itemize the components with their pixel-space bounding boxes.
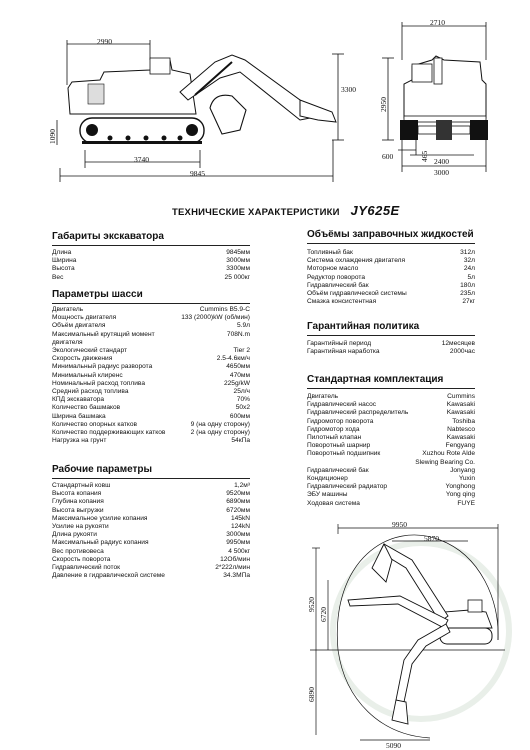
spec-label: Гидромотор поворота [307,417,374,425]
spec-value: 2*222л/мин [215,564,250,571]
spec-label: Гидромотор хода [307,425,360,433]
spec-value: Yonghong [445,483,475,491]
spec-value: 24л [463,265,475,273]
spec-value: 54кПа [231,437,250,445]
spec-value: 27кг [462,298,475,306]
spec-value: 5.9л [236,322,250,330]
spec-label: Ширина башмака [52,412,106,420]
spec-label: Высота копания [52,490,102,498]
spec-label: Ширина [52,257,77,265]
spec-label: Количество башмаков [52,404,121,412]
spec-value: 4 500кг [228,547,250,555]
dim-front-width: 2710 [430,18,445,27]
spec-value: 12месяцев [441,340,475,347]
spec-label: Кондиционер [307,475,348,482]
spec-value: 4650мм [226,363,250,371]
spec-label: Гидравлический насос [307,401,377,409]
spec-label: ЭБУ машины [307,491,348,499]
spec-label: Скорость движения [52,355,113,363]
spec-value: Cummins [447,393,475,400]
spec-label: Средний расход топлива [52,388,129,395]
spec-value: 70% [236,396,250,404]
spec-value: 6720мм [226,506,250,514]
spec-label: Нагрузка на грунт [52,437,107,445]
spec-label: Экологический стандарт [52,347,127,354]
dim-reach-h1: 9520 [307,597,316,612]
spec-label: Двигатель [307,393,339,400]
spec-value: Toshiba [452,417,475,425]
spec-label: Моторное масло [307,265,359,273]
spec-value: Jonyang [450,466,475,474]
dim-shoe-width: 600 [382,152,394,161]
spec-value: 133 (2000)kW (об/мин) [181,314,250,322]
spec-label: Топливный бак [307,249,353,256]
spec-value: 50x2 [235,404,250,412]
spec-value: 225g/kW [223,379,250,387]
spec-value: 9 (на одну сторону) [190,420,250,428]
spec-label: Пилотный клапан [307,434,362,441]
spec-value: 9520мм [226,490,250,498]
spec-label: Поворотный шарнир [307,442,371,450]
spec-label: Гарантийный период [307,340,372,347]
spec-value: 25л/ч [233,388,250,395]
spec-label: Двигатель [52,306,84,313]
spec-value: FUYE [457,499,475,507]
spec-label: Длина [52,249,72,256]
spec-label: Номинальный расход топлива [52,379,145,387]
spec-label: Мощность двигателя [52,314,117,322]
spec-label: Гидравлический радиатор [307,483,388,491]
spec-label: Минимальный клиренс [52,371,123,379]
dim-reach-bottom: 5090 [386,741,401,750]
spec-value: 34.3МПа [223,572,250,580]
dim-height: 3300 [341,85,356,94]
spec-label: Длина рукояти [52,531,97,539]
heading-kit: Стандартная комплектация [307,374,444,385]
dim-reach-depth: 6890 [307,687,316,702]
spec-value: 2000час [449,348,475,356]
spec-value: 2.5-4.6км/ч [216,355,250,363]
spec-value: 3000мм [226,531,250,539]
spec-value: Nabtesco [447,425,475,433]
spec-value: 32л [463,257,475,265]
spec-label: Усилие на рукояти [52,523,109,530]
heading-warranty: Гарантийная политика [307,321,420,332]
spec-label: Стандартный ковш [52,482,111,489]
spec-value: Kawasaki [446,434,475,441]
spec-value: 708N.m [226,330,250,338]
spec-value: 25 000кг [224,273,250,281]
spec-label: Скорость поворота [52,555,111,563]
dim-track-length: 3740 [134,155,149,164]
spec-label: Высота [52,265,75,273]
spec-value: Fengyang [445,442,475,450]
spec-value: Xuzhou Rote Alde [422,450,475,458]
spec-value: 600мм [229,412,250,420]
heading-fluids: Объёмы заправочных жидкостей [307,229,474,240]
spec-label: Максимальный радиус копания [52,539,149,547]
dim-overall-width: 3000 [434,168,449,177]
dim-reach-h2: 6720 [319,607,328,622]
spec-label: Гарантийная наработка [307,348,380,356]
spec-value: Slewing Bearing Co. [415,458,475,466]
dim-reach-top: 9950 [392,520,407,529]
spec-label: Смазка консистентная [307,298,377,306]
spec-value: Yong qing [445,491,475,499]
heading-work: Рабочие параметры [52,464,153,475]
spec-label: Минимальный радиус разворота [52,363,153,371]
dim-track-gauge: 2400 [434,157,449,166]
dim-front-height: 2950 [379,97,388,112]
spec-label: Гидравлический поток [52,564,121,571]
spec-label: Вес противовеса [52,547,104,555]
spec-value: 12Об/мин [220,555,250,563]
dim-clearance: 465 [420,150,429,162]
heading-chassis: Параметры шасси [52,289,143,300]
spec-label: Гидравлический распределитель [307,409,409,417]
heading-gabarity: Габариты экскаватора [52,231,164,242]
spec-value: Yuxin [458,475,475,482]
spec-value: Kawasaki [446,401,475,409]
spec-label: Вес [52,273,64,281]
dim-track-height: 1090 [48,129,57,144]
spec-label: Количество опорных катков [52,420,138,428]
spec-value: 3300мм [226,265,250,273]
spec-label: Количество поддерживающих катков [52,429,166,436]
spec-value: Cummins B5.9-C [199,306,250,313]
spec-value: 9950мм [226,539,250,547]
spec-label: Высота выгрузки [52,506,104,514]
spec-value: 5л [467,273,475,281]
spec-label: Система охлаждения двигателя [307,257,406,265]
spec-label: Редуктор поворота [307,273,365,281]
spec-label: КПД экскаватора [52,396,105,404]
spec-value: 6890мм [226,498,250,506]
spec-title-text: ТЕХНИЧЕСКИЕ ХАРАКТЕРИСТИКИ [172,207,340,218]
dim-reach-mid: 5870 [424,534,439,543]
spec-value: 145kN [230,514,250,522]
dim-total-length: 9845 [190,169,205,178]
spec-value: Tier 2 [233,347,250,354]
spec-value: 3000мм [226,257,250,265]
spec-label: Гидравлический бак [307,466,369,474]
spec-value: 1,2м³ [234,482,250,489]
spec-value: 124kN [230,523,250,530]
spec-label: Поворотный подшипник [307,450,381,458]
spec-label: Объём гидравлической системы [307,290,407,297]
spec-value: Kawasaki [446,409,475,417]
spec-label: Максимальное усилие копания [52,514,148,522]
spec-label: Ходовая система [307,499,360,507]
spec-label: Гидравлический бак [307,281,369,289]
dim-top-length: 2990 [97,37,112,46]
spec-label: Объём двигателя [52,322,106,330]
spec-label: Максимальный крутящий момент [52,330,155,338]
spec-value: 312л [460,249,475,256]
model-name: JY625E [350,203,400,218]
spec-value: 2 (на одну сторону) [190,429,250,436]
spec-value: 9845мм [226,249,250,256]
spec-label: Глубина копания [52,498,104,506]
spec-value: 180л [460,281,475,289]
spec-label: двигателя [52,338,83,346]
spec-value: 470мм [229,371,250,379]
spec-label: Давление в гидравлической системе [52,572,165,580]
spec-value: 235л [460,290,475,297]
